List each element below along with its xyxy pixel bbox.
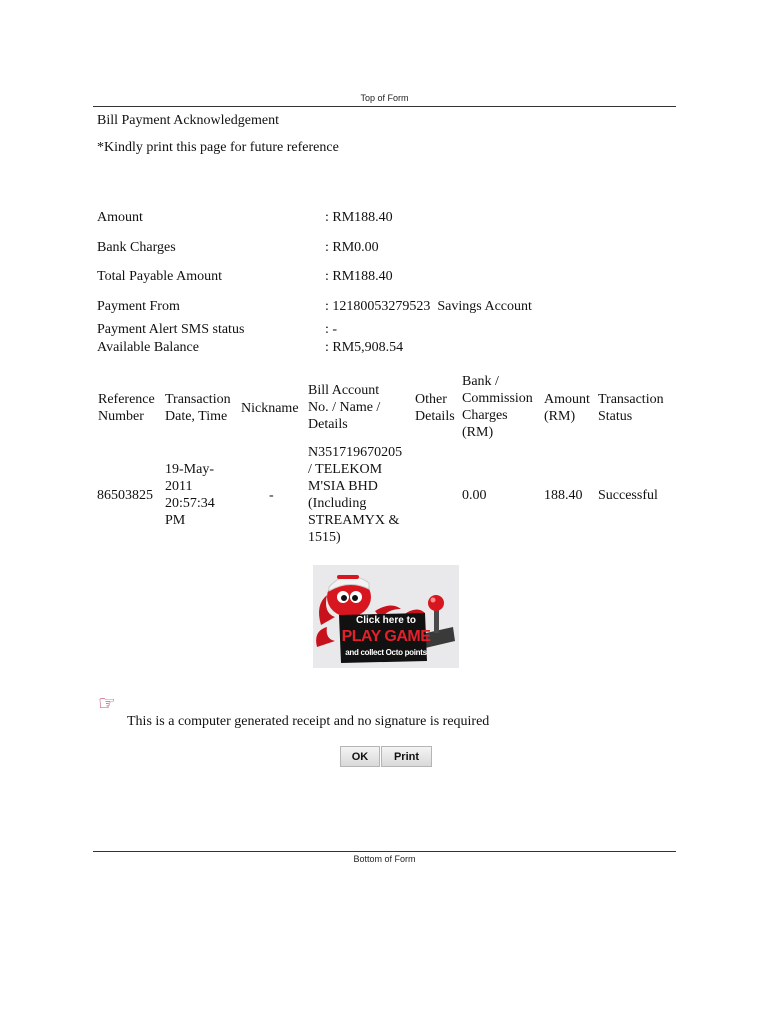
total-payable-label: Total Payable Amount <box>97 269 223 284</box>
amount-value: : RM188.40 <box>325 210 393 225</box>
bottom-of-form-marker: Bottom of Form <box>353 854 416 864</box>
sms-status-value: : - <box>325 322 338 337</box>
bottom-divider <box>93 851 676 852</box>
page-title: Bill Payment Acknowledgement <box>97 113 279 128</box>
header-transaction-datetime: Transaction Date, Time <box>165 392 231 424</box>
header-amount: Amount (RM) <box>544 392 590 424</box>
header-commission-charges: Bank / Commission Charges (RM) <box>462 374 533 440</box>
total-payable-value: : RM188.40 <box>325 269 393 284</box>
bank-charges-label: Bank Charges <box>97 240 176 255</box>
cell-transaction-datetime: 19-May- 2011 20:57:34 PM <box>165 462 215 528</box>
pointing-hand-icon: ☞ <box>98 691 116 715</box>
top-divider <box>93 106 676 107</box>
header-other-details: Other Details <box>415 392 455 424</box>
receipt-note: This is a computer generated receipt and no signature is required <box>127 714 490 729</box>
play-game-banner[interactable] <box>313 565 459 668</box>
banner-line-2: PLAY GAME <box>341 628 431 645</box>
cell-charges: 0.00 <box>462 488 487 503</box>
ok-button[interactable]: OK <box>340 746 380 767</box>
cell-status: Successful <box>598 488 658 503</box>
payment-from-label: Payment From <box>97 299 180 314</box>
header-reference-number: Reference Number <box>98 392 155 424</box>
cell-bill-account: N351719670205 / TELEKOM M'SIA BHD (Including STREAMYX & 1515) <box>308 445 403 545</box>
bank-charges-value: : RM0.00 <box>325 240 379 255</box>
top-of-form-marker: Top of Form <box>360 93 409 103</box>
banner-line-3: and collect Octo points <box>345 648 427 657</box>
available-balance-value: : RM5,908.54 <box>325 340 404 355</box>
cell-reference-number: 86503825 <box>97 488 153 503</box>
available-balance-label: Available Balance <box>97 340 199 355</box>
banner-line-1: Click here to <box>355 615 417 626</box>
header-transaction-status: Transaction Status <box>598 392 664 424</box>
header-nickname: Nickname <box>241 401 299 416</box>
cell-nickname: - <box>269 488 274 503</box>
print-button[interactable]: Print <box>381 746 432 767</box>
payment-from-value: : 12180053279523 Savings Account <box>325 299 532 314</box>
cell-amount: 188.40 <box>544 488 583 503</box>
header-bill-account: Bill Account No. / Name / Details <box>308 383 381 432</box>
amount-label: Amount <box>97 210 143 225</box>
print-reminder: *Kindly print this page for future reference <box>97 140 339 155</box>
sms-status-label: Payment Alert SMS status <box>97 322 245 337</box>
